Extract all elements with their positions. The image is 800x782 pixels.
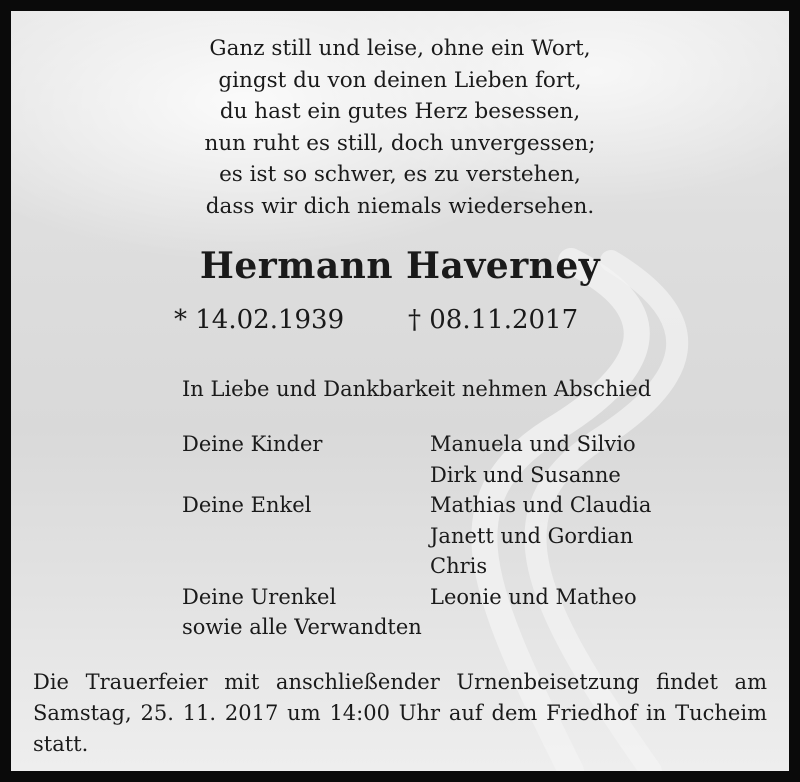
family-label: Deine Urenkel	[182, 584, 337, 609]
family-group	[182, 429, 651, 490]
farewell-line: In Liebe und Dankbarkeit nehmen Abschied	[182, 377, 652, 401]
family-member: Mathias und Claudia	[430, 493, 652, 517]
family-member: Manuela und Silvio	[430, 432, 636, 456]
family-member: Janett und Gordian	[430, 523, 634, 548]
family-member: Dirk und Susanne	[430, 462, 621, 487]
family-names	[430, 429, 636, 490]
verse-line: gingst du von deinen Lieben fort,	[218, 67, 582, 93]
verse-line: Ganz still und leise, ohne ein Wort,	[209, 36, 591, 61]
verse-line: dass wir dich niemals wiedersehen.	[205, 193, 595, 219]
funeral-notice: Die Trauerfeier mit anschließender Urnenbeisetzung findet am Samstag, 25. 11. 2017 um 14:00 Uhr auf dem Friedhof in Tucheim statt.	[33, 670, 767, 756]
family-group	[182, 490, 651, 582]
family-names	[430, 582, 637, 613]
family-label: Deine Enkel	[182, 493, 312, 517]
family-list	[182, 429, 651, 643]
family-label: Deine Kinder	[182, 432, 323, 456]
family-names	[430, 490, 651, 582]
verse-line: du hast ein gutes Herz besessen,	[219, 99, 581, 124]
family-member: Chris	[430, 554, 488, 578]
family-member: Leonie und Matheo	[430, 584, 637, 609]
birth-date: * 14.02.1939	[174, 305, 345, 335]
verse-line: es ist so schwer, es zu verstehen,	[219, 162, 581, 187]
relatives-line: sowie alle Verwandten	[182, 615, 422, 639]
family-group	[182, 582, 651, 613]
death-date: † 08.11.2017	[408, 305, 579, 335]
deceased-name: Hermann Haverney	[199, 245, 601, 287]
verse-line: nun ruht es still, doch unvergessen;	[204, 130, 596, 156]
memorial-verse	[11, 33, 789, 222]
